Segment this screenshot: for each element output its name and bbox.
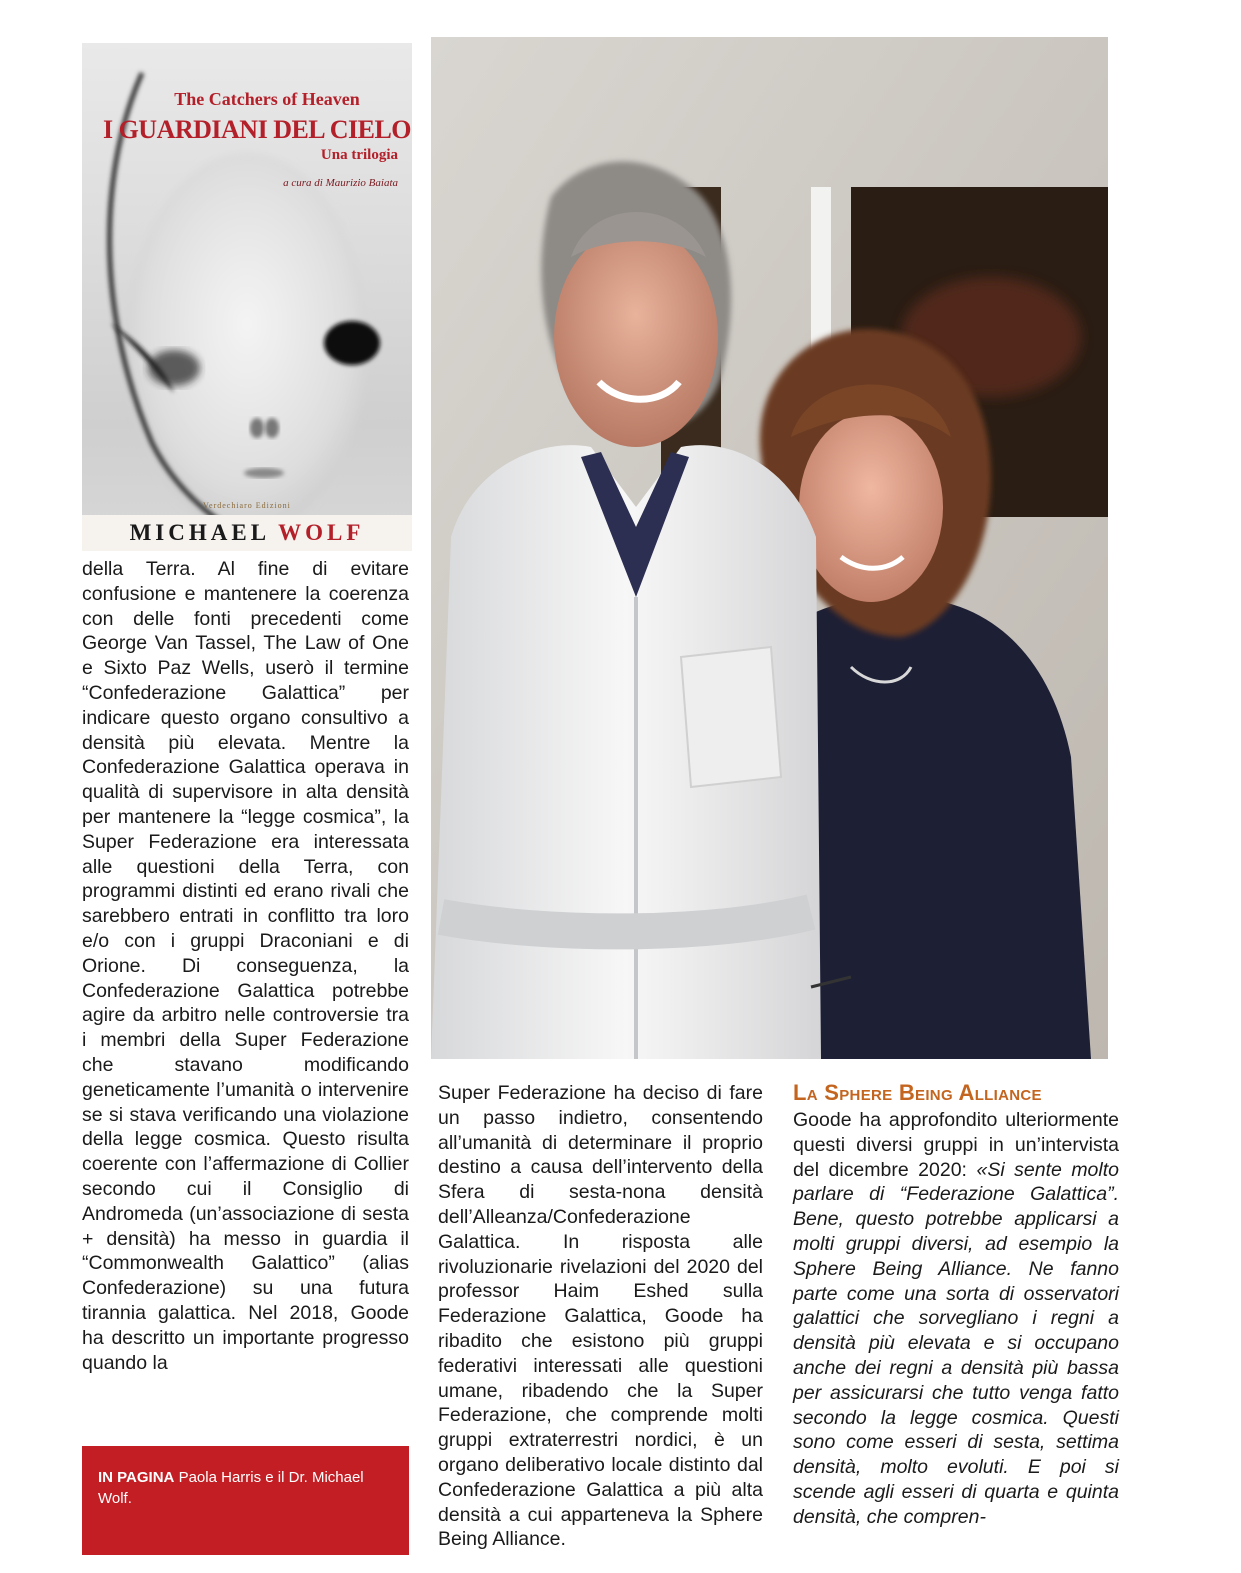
section-heading-text: La Sphere Being Alliance — [793, 1080, 1042, 1105]
cover-editor: a cura di Maurizio Baiata — [283, 177, 398, 189]
cover-title-english: The Catchers of Heaven — [174, 89, 360, 109]
article-paragraph — [793, 1108, 1119, 1530]
article-column-middle — [438, 1081, 763, 1552]
cover-title-italian: I GUARDIANI DEL CIELO — [102, 115, 412, 144]
photo-caption — [82, 1446, 409, 1555]
caption-label: IN PAGINA — [98, 1469, 175, 1486]
cover-author-first: MICHAEL — [129, 520, 269, 545]
cover-author-last: WOLF — [278, 520, 365, 545]
section-heading — [793, 1080, 1119, 1108]
article-paragraph: Super Federazione ha deciso di fare un passo indietro, consentendo all’umanità di determinare il proprio destino a causa dell’intervento della Sfera di sesta-nona densità dell’Alleanza/Confederazione Galattica. In risposta alle rivoluzionarie rivelazioni del 2020 del professor Haim Eshed sulla Federazione Galattica, Goode ha ribadito che esistono più gruppi federativi interessati alle questioni umane, ribadendo che la Super Federazione, che comprende molti gruppi extraterrestri nordici, è un organo deliberativo locale distinto dal Confederazione Galattica a più alta densità a cui apparteneva la Sphere Being Alliance. — [438, 1082, 763, 1551]
cover-publisher: Verdechiaro Edizioni — [203, 501, 291, 510]
article-photo — [431, 37, 1108, 1059]
book-cover — [82, 43, 412, 551]
article-paragraph: della Terra. Al fine di evitare confusione e mantenere la coerenza con delle fonti precedenti come George Van Tassel, The Law of One e Sixto Paz Wells, userò il termine “Confederazione Galattica” per indicare questo organo consultivo a densità più elevata. Mentre la Confederazione Galattica operava in qualità di supervisore in alta densità per mantenere la “legge cosmica”, la Super Federazione era interessata alle questioni della Terra, con programmi distinti ed erano rivali che sarebbero entrati in conflitto tra loro e/o con i gruppi Draconiani e di Orione. Di conseguenza, la Confederazione Galattica potrebbe agire da arbitro nelle controversie tra i membri della Super Federazione che stavano modificando geneticamente l’umanità o intervenire se si stava verificando una violazione della legge cosmica. Questo risulta coerente con l’affermazione di Collier secondo cui il Consiglio di Andromeda (un’associazione di sesta + densità) ha messo in guardia il “Commonwealth Galattico” (alias Confederazione) su una futura tirannia galattica. Nel 2018, Goode ha descritto un importante progresso quando la — [82, 558, 409, 1374]
cover-author-band — [82, 515, 412, 551]
interview-quote: «Si sente molto parlare di “Federazione Galattica”. Bene, questo potrebbe applicarsi a molti gruppi diversi, ad esempio la Sphere Being Alliance. Ne fanno parte come una sorta di osservatori galattici che sorvegliano i regni a densità più elevata e si occupano anche dei regni a densità più bassa per assicurarsi che tutto venga fatto secondo la legge cosmica. Questi sono come esseri di sesta, settima densità, molto evoluti. E poi si scende agli esseri di quarta e quinta densità, che compren- — [793, 1158, 1119, 1528]
intro-text: Goode ha approfondito ulteriormente questi diversi gruppi in un’intervista del dicembre 2020: — [793, 1109, 1119, 1181]
article-column-right — [793, 1080, 1119, 1530]
cover-subtitle: Una trilogia — [320, 147, 398, 163]
caption-text: Paola Harris e il Dr. Michael Wolf. — [98, 1469, 364, 1507]
article-column-left — [82, 557, 409, 1375]
photo-illustration — [431, 37, 1108, 1059]
